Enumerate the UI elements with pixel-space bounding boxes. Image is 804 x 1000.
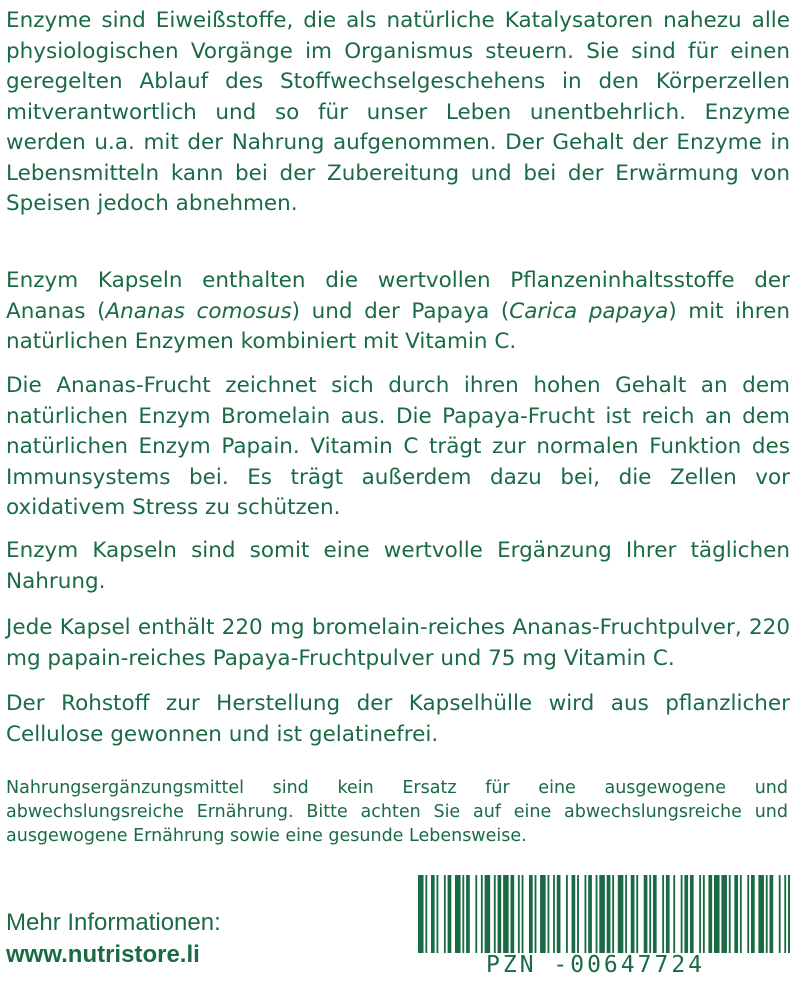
ananas-latin-name: Ananas comosus (105, 298, 292, 324)
barcode-bar (708, 875, 712, 953)
website-link[interactable]: www.nutristore.li (6, 941, 200, 968)
barcode-bar (699, 875, 701, 953)
barcode-bar (788, 875, 790, 953)
barcode-bar (681, 875, 683, 953)
barcode-bar (475, 875, 477, 953)
barcode-bar (566, 875, 568, 953)
ingredients-text-3: ) mit ihren natürlichen Enzymen kombiniert mit Vitamin C. (6, 298, 790, 354)
barcode-bar (485, 875, 491, 953)
barcode-bar (607, 875, 611, 953)
barcode-bar (448, 875, 452, 953)
barcode-bar (431, 875, 435, 953)
barcode-bar (631, 875, 635, 953)
more-info-label: Mehr Informationen: (6, 909, 221, 936)
barcode-bar (644, 875, 648, 953)
barcode-bar (494, 875, 496, 953)
barcode-bar (618, 875, 624, 953)
barcode-bar (751, 875, 755, 953)
barcode-bar (511, 875, 515, 953)
barcode-bar (636, 875, 638, 953)
barcode-bar (662, 875, 664, 953)
barcode-bar (518, 875, 520, 953)
barcode-bar (684, 875, 688, 953)
barcode-bar (529, 875, 533, 953)
barcode-bar (557, 875, 561, 953)
benefit-paragraph: Enzym Kapseln sind somit eine wertvolle Ergänzung Ihrer täglichen Nahrung. (6, 538, 790, 594)
barcode-bar (503, 875, 509, 953)
enzymes-paragraph: Die Ananas-Frucht zeichnet sich durch ihren hohen Gehalt an dem natürlichen Enzym Bromelain aus. Die Papaya-Frucht ist reich an dem natürlichen Enzym Papain. Vitamin C trägt zur normalen Funktion des Immunsystems bei. Es trägt außerdem dazu bei, die Zellen vor oxidativem Stress zu schützen. (6, 373, 790, 520)
barcode-bar (784, 875, 786, 953)
barcode-bar (666, 875, 670, 953)
barcode-bar (653, 875, 657, 953)
barcode-bar (703, 875, 705, 953)
barcode-bar (535, 875, 537, 953)
barcode-bar (585, 875, 587, 953)
pzn-number: PZN -00647724 (486, 952, 706, 978)
barcode-bar (418, 875, 424, 953)
barcode-bar (455, 875, 461, 953)
barcode-bar (599, 875, 605, 953)
barcode-bar (729, 875, 731, 953)
barcode-bar (714, 875, 720, 953)
barcode-bar (444, 875, 446, 953)
barcode-bar (734, 875, 738, 953)
barcode-image (418, 875, 790, 953)
barcode-bar (779, 875, 781, 953)
barcode-bar (437, 875, 439, 953)
barcode-block (418, 875, 790, 985)
barcode-bar (540, 875, 546, 953)
ingredients-text-2: ) und der Papaya ( (291, 298, 510, 324)
barcode-bar (625, 875, 627, 953)
barcode-bar (612, 875, 614, 953)
barcode-bar (462, 875, 464, 953)
barcode-bar (721, 875, 727, 953)
barcode-bar (690, 875, 694, 953)
barcode-bar (758, 875, 764, 953)
barcode-bar (425, 875, 427, 953)
barcode-bar (553, 875, 555, 953)
barcode-bar (577, 875, 579, 953)
barcode-bar (498, 875, 502, 953)
barcode-bar (770, 875, 774, 953)
barcode-bar (766, 875, 768, 953)
barcode-bar (466, 875, 470, 953)
barcode-bar (740, 875, 742, 953)
ingredients-text-1: Enzym Kapseln enthalten die wertvollen Pflanzeninhaltsstoffe der Ananas ( (6, 268, 790, 324)
intro-paragraph: Enzyme sind Eiweißstoffe, die als natürliche Katalysatoren nahezu alle physiologischen Vorgänge im Organismus steuern. Sie sind für einen geregelten Ablauf des Stoffwechselgeschehens in den Körperzellen mitverantwortlich und so für unser Leben unentbehrlich. Enzyme werden u.a. mit der Nahrung aufgenommen. Der Gehalt der Enzyme in Lebensmitteln kann bei der Zubereitung und bei der Erwärmung von Speisen jedoch abnehmen. (6, 8, 790, 216)
papaya-latin-name: Carica papaya (509, 298, 669, 324)
capsule-paragraph: Der Rohstoff zur Herstellung der Kapselhülle wird aus pflanzlicher Cellulose gewonnen und ist gelatinefrei. (6, 691, 790, 747)
more-info-block (6, 907, 221, 971)
barcode-bar (673, 875, 675, 953)
barcode-bar (596, 875, 598, 953)
barcode-bar (747, 875, 749, 953)
dosage-paragraph: Jede Kapsel enthält 220 mg bromelain-reiches Ananas-Fruchtpulver, 220 mg papain-reiches Papaya-Fruchtpulver und 75 mg Vitamin C. (6, 615, 790, 671)
disclaimer-text: Nahrungsergänzungsmittel sind kein Ersatz für eine ausgewogene und abwechslungsreiche Ernährung. Bitte achten Sie auf eine abwechslungsreiche und ausgewogene Ernährung sowie eine gesunde Lebensweise. (6, 778, 788, 847)
barcode-bar (588, 875, 592, 953)
barcode-bar (572, 875, 576, 953)
barcode-bar (548, 875, 550, 953)
barcode-bar (481, 875, 483, 953)
barcode-bar (649, 875, 651, 953)
barcode-bar (522, 875, 524, 953)
ingredients-paragraph (6, 266, 790, 358)
